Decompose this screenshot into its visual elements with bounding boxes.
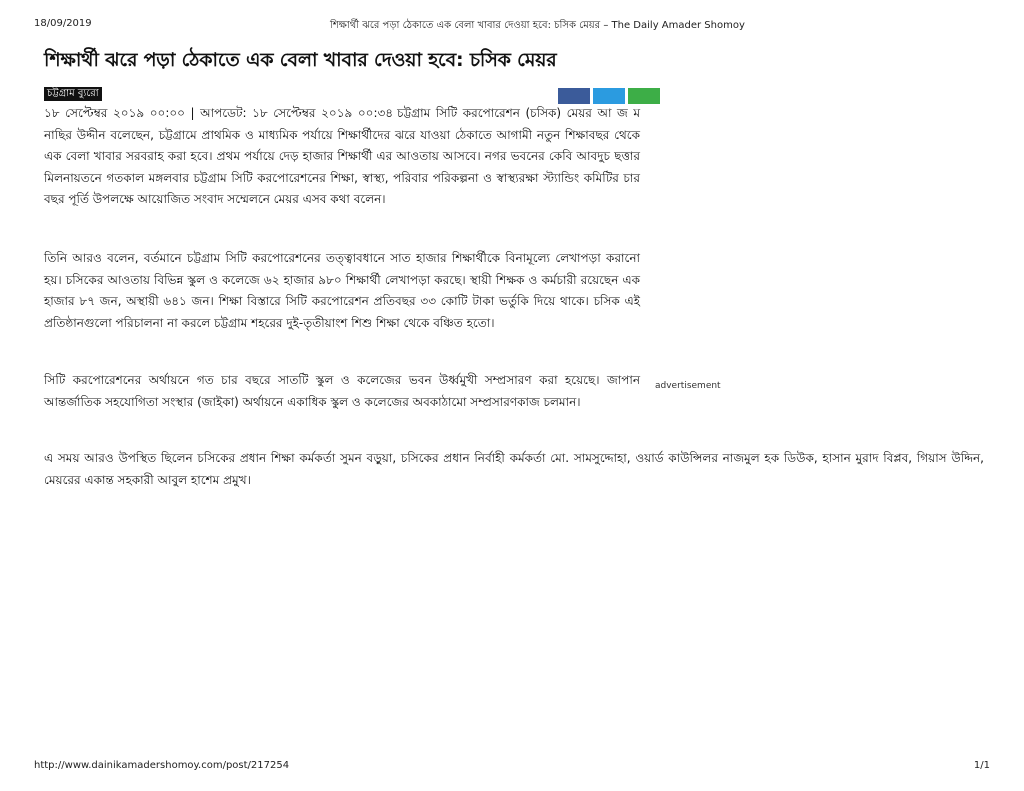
- article-paragraph-2: তিনি আরও বলেন, বর্তমানে চট্টগ্রাম সিটি করপোরেশনের তত্ত্বাবধানে সাত হাজার শিক্ষার্থীকে বিনামূল্যে লেখাপড়া করানো হয়। চসিকের আওতায় বিভিন্ন স্কুল ও কলেজে ৬২ হাজার ৯৮০ শিক্ষার্থী লেখাপড়া করছে। স্থায়ী শিক্ষক ও কর্মচারী রয়েছেন এক হাজার ৮৭ জন, অস্থায়ী ৬৪১ জন। শিক্ষা বিস্তারে সিটি করপোরেশন প্রতিবছর ৩৩ কোটি টাকা ভর্তুকি দিয়ে থাকে। চসিক এই প্রতিষ্ঠানগুলো পরিচালনা না করলে চট্টগ্রাম শহরের দুই-তৃতীয়াংশ শিশু শিক্ষা থেকে বঞ্চিত হতো।: [44, 251, 640, 330]
- article-paragraph-4-block: [44, 448, 984, 491]
- whatsapp-share-icon[interactable]: [628, 88, 660, 104]
- article-paragraph-1-block: [44, 103, 640, 211]
- advertisement-label: advertisement: [655, 381, 721, 391]
- article-paragraph-1: চট্টগ্রাম সিটি করপোরেশন (চসিক) মেয়র আ জ ম নাছির উদ্দীন বলেছেন, চট্টগ্রামে প্রাথমিক ও মাধ্যমিক পর্যায়ে শিক্ষার্থীদের ঝরে যাওয়া ঠেকাতে আগামী নতুন শিক্ষাবছর থেকে এক বেলা খাবার সরবরাহ করা হবে। প্রথম পর্যায়ে দেড় হাজার শিক্ষার্থী এর আওতায় আসবে। নগর ভবনের কেবি আবদুচ ছত্তার মিলনায়তনে গতকাল মঙ্গলবার চট্টগ্রাম সিটি করপোরেশনের শিক্ষা, স্বাস্থ্য, পরিবার পরিকল্পনা ও স্বাস্থ্যরক্ষা স্ট্যান্ডিং কমিটির চার বছর পূর্তি উপলক্ষে আয়োজিত সংবাদ সম্মেলনে মেয়র এসব কথা বলেন।: [44, 106, 641, 206]
- twitter-share-icon[interactable]: [593, 88, 625, 104]
- print-url: http://www.dainikamadershomoy.com/post/217254: [34, 760, 290, 771]
- print-page-title: শিক্ষার্থী ঝরে পড়া ঠেকাতে এক বেলা খাবার দেওয়া হবে: চসিক মেয়র – The Daily Amader Shomoy: [330, 20, 745, 31]
- print-date: 18/09/2019: [34, 18, 92, 29]
- article-paragraph-2-block: [44, 248, 640, 334]
- bureau-badge[interactable]: চট্টগ্রাম ব্যুরো: [44, 87, 102, 101]
- article-dateline: ১৮ সেপ্টেম্বর ২০১৯ ০০:০০ | আপডেট: ১৮ সেপ্টেম্বর ২০১৯ ০০:৩৪: [44, 106, 394, 120]
- print-page-number: 1/1: [973, 760, 990, 771]
- article-paragraph-3-block: [44, 370, 640, 413]
- facebook-share-icon[interactable]: [558, 88, 590, 104]
- article-paragraph-4: এ সময় আরও উপস্থিত ছিলেন চসিকের প্রধান শিক্ষা কর্মকর্তা সুমন বড়ুয়া, চসিকের প্রধান নির্বাহী কর্মকর্তা মো. সামসুদ্দোহা, ওয়ার্ড কাউন্সিলর নাজমুল হক ডিউক, হাসান মুরাদ বিপ্লব, গিয়াস উদ্দিন, মেয়রের একান্ত সহকারী আবুল হাশেম প্রমুখ।: [44, 451, 984, 487]
- share-buttons: [558, 88, 660, 104]
- article-paragraph-3: সিটি করপোরেশনের অর্থায়নে গত চার বছরে সাতটি স্কুল ও কলেজের ভবন উর্ধ্বমুখী সম্প্রসারণ করা হয়েছে। জাপান আন্তর্জাতিক সহযোগিতা সংস্থার (জাইকা) অর্থায়নে একাধিক স্কুল ও কলেজের অবকাঠামো সম্প্রসারণকাজ চলমান।: [44, 373, 640, 409]
- article-headline: শিক্ষার্থী ঝরে পড়া ঠেকাতে এক বেলা খাবার দেওয়া হবে: চসিক মেয়র: [44, 49, 557, 71]
